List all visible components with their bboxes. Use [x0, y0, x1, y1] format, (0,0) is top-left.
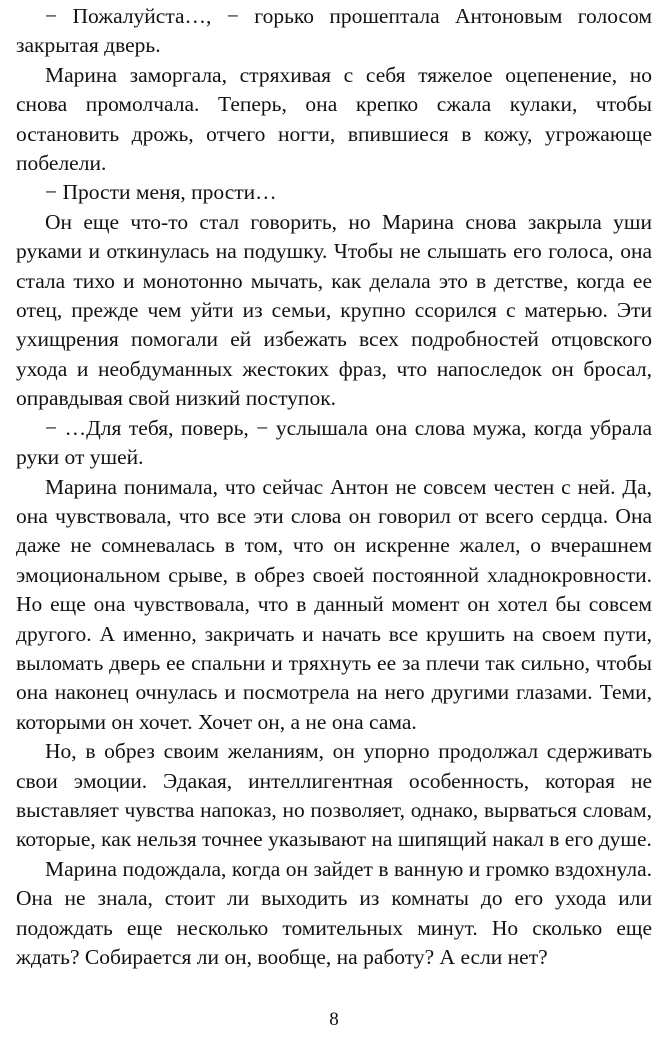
paragraph-8: Марина подождала, когда он зайдет в ванную и громко вздохнула. Она не знала, стоит ли выходить из комнаты до его ухода или подождать еще несколько томительных минут. Но сколько еще ждать? Собирается ли он, вообще, на работу? А если нет?	[16, 856, 652, 969]
paragraph-2: Марина заморгала, стряхивая с себя тяжелое оцепенение, но снова промолчала. Теперь, она крепко сжала кулаки, чтобы остановить дрожь, отчего ногти, впившиеся в кожу, угрожающе побелели.	[16, 62, 652, 176]
paragraph-1: − Пожалуйста…, − горько прошептала Антоновым голосом закрытая дверь.	[16, 4, 652, 58]
paragraph-5: − …Для тебя, поверь, − услышала она слова мужа, когда убрала руки от ушей.	[16, 415, 652, 470]
paragraph-6: Марина понимала, что сейчас Антон не совсем честен с ней. Да, она чувствовала, что все эти слова он говорил от всего сердца. Она даже не сомневалась в том, что он искренне жалел, о вчерашнем эмоциональном срыве, в обрез своей постоянной хладнокровности. Но еще она чувствовала, что в данный момент он хотел бы совсем другого. А именно, закричать и начать все крушить на своем пути, выломать дверь ее спальни и тряхнуть ее за плечи так сильно, чтобы она наконец очнулась и посмотрела на него другими глазами. Теми, которыми он хочет. Хочет он, а не она сама.	[16, 474, 652, 734]
paragraph-3: − Прости меня, прости…	[45, 180, 277, 205]
paragraph-4: Он еще что-то стал говорить, но Марина снова закрыла уши руками и откинулась на подушку. Чтобы не слышать его голоса, она стала тихо и монотонно мычать, как делала это в детстве, когда ее отец, прежде чем уйти из семьи, крупно ссорился с матерью. Эти ухищрения помогали ей избежать всех подробностей отцовского ухода и необдуманных жестоких фраз, что напоследок он бросал, оправдывая свой низкий поступок.	[16, 209, 652, 411]
paragraph-7: Но, в обрез своим желаниям, он упорно продолжал сдерживать свои эмоции. Эдакая, интеллигентная особенность, которая не выставляет чувства напоказ, но позволяет, однако, вырваться словам, которые, как нельзя точнее указывают на шипящий накал в его душе.	[16, 739, 652, 852]
page-number: 8	[329, 1009, 339, 1030]
body-text	[16, 2, 652, 972]
